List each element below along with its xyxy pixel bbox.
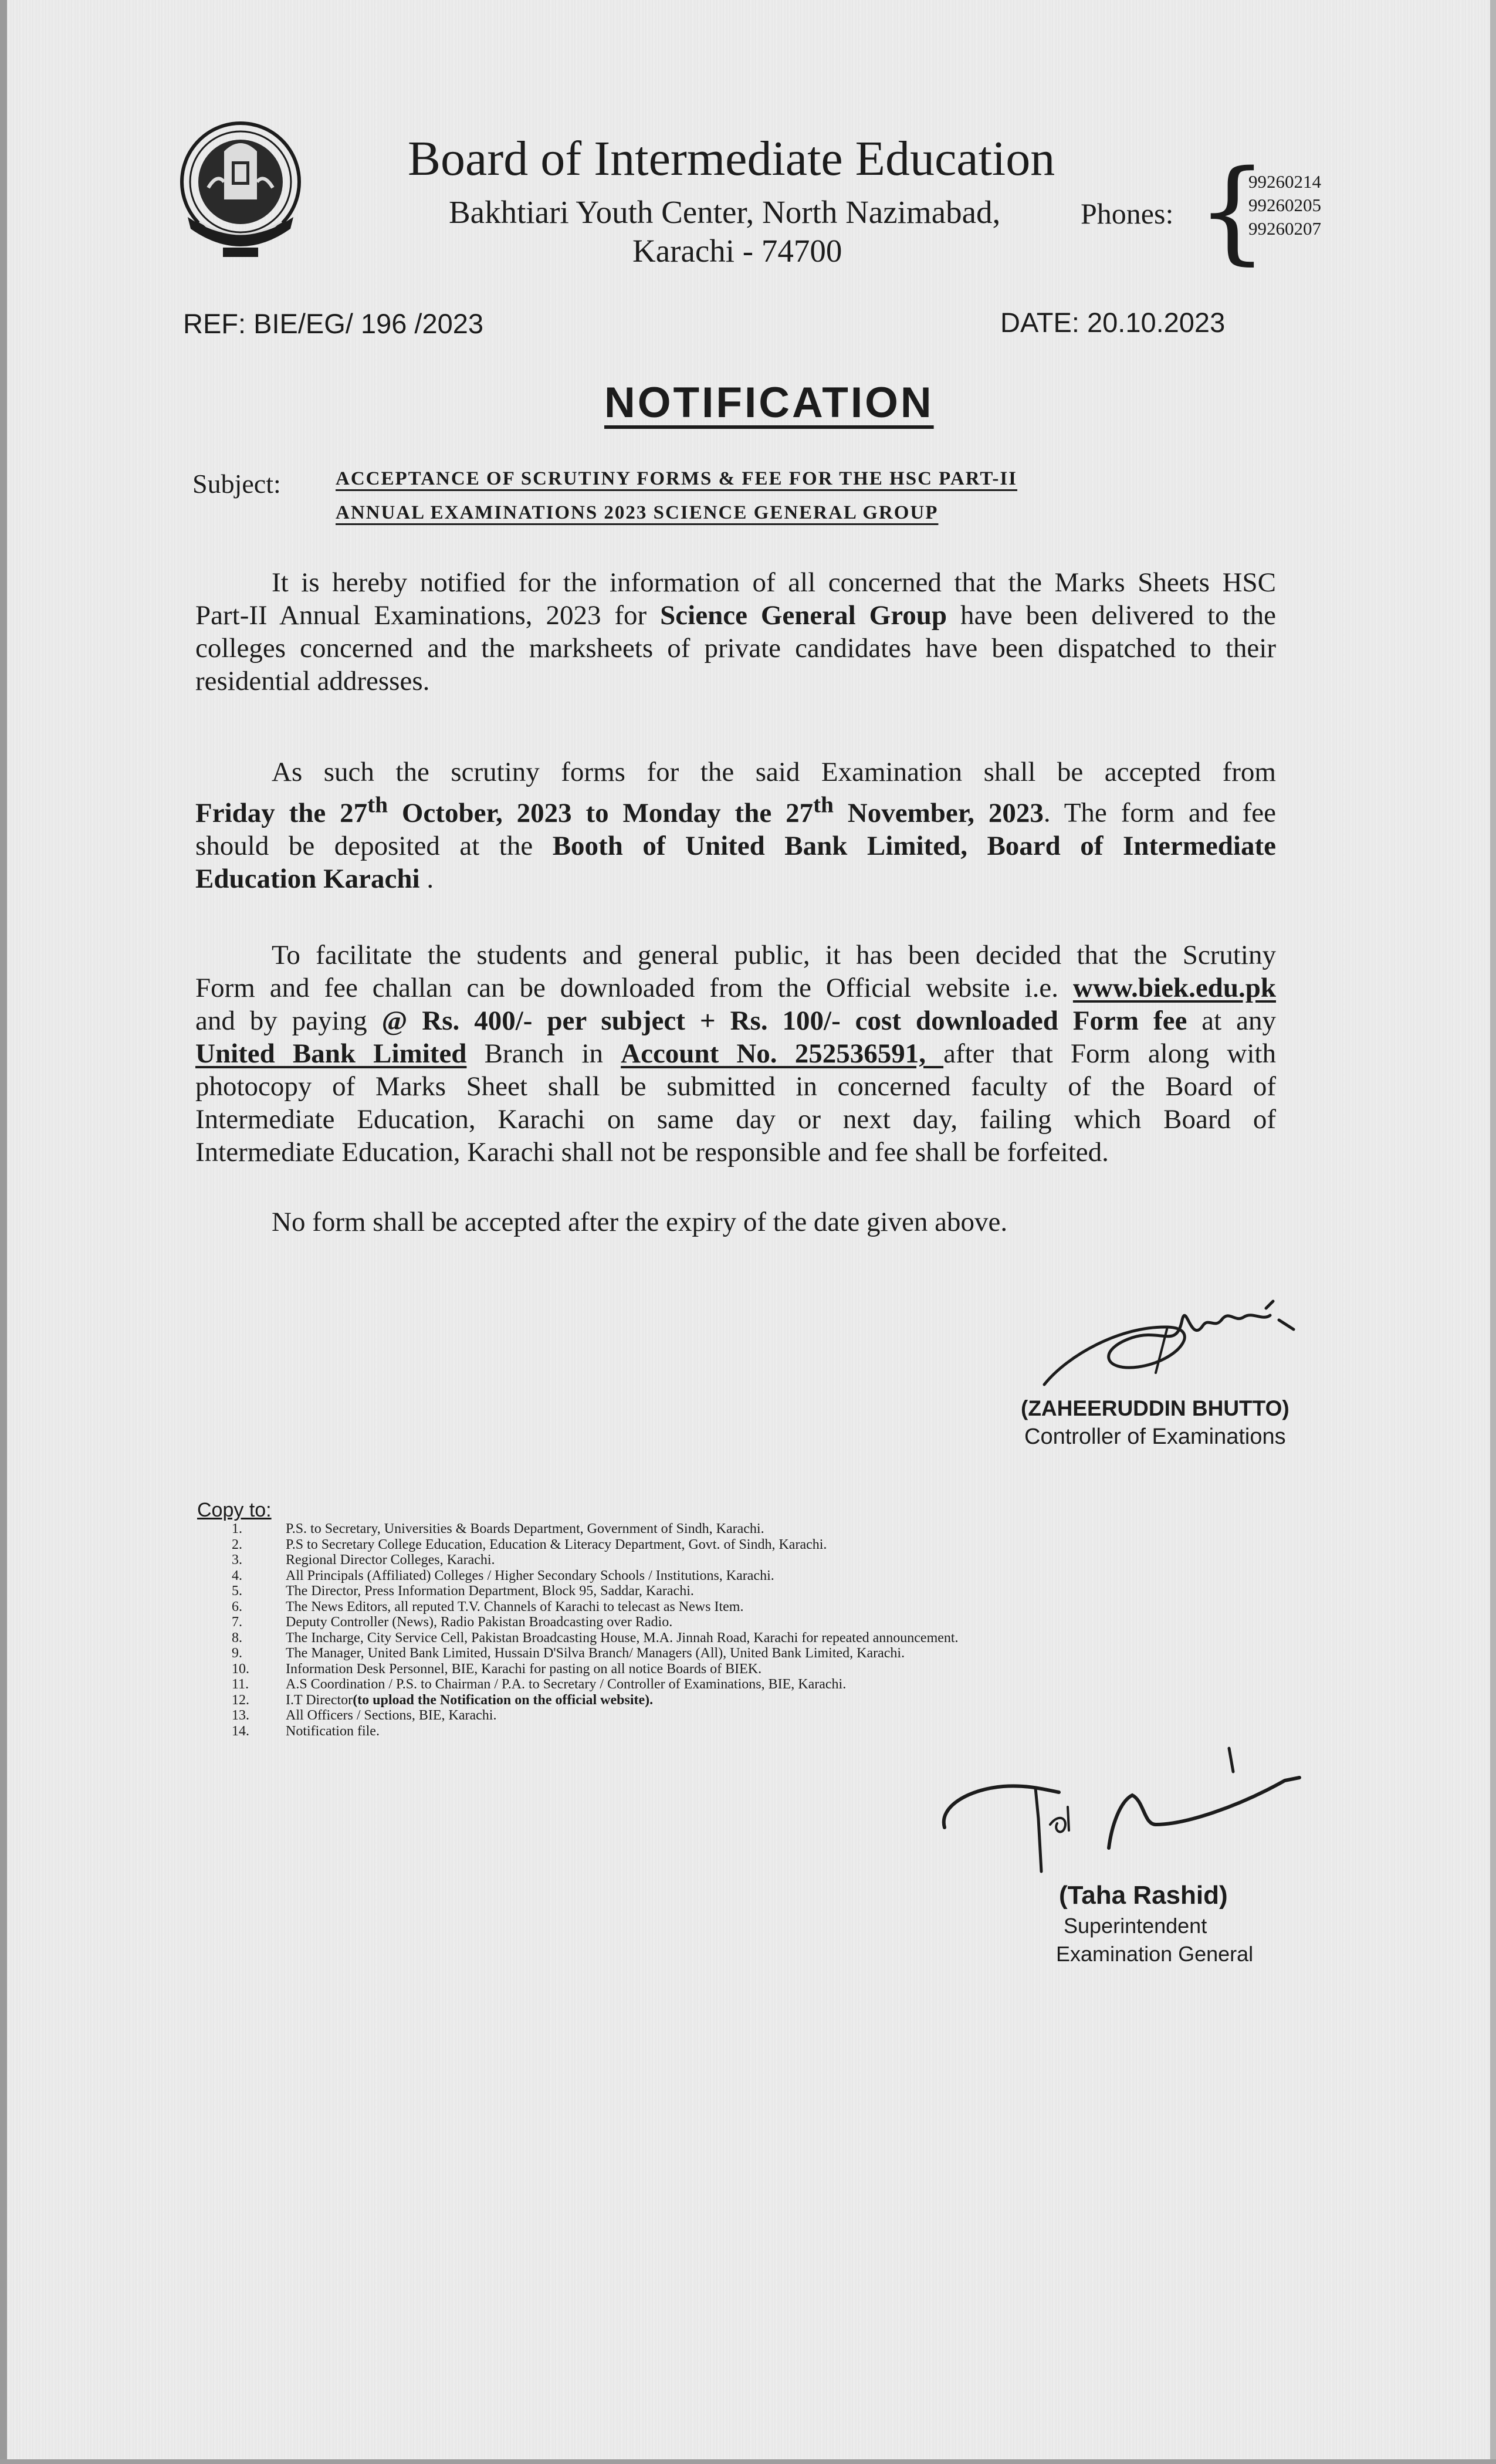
list-item: [232, 1630, 959, 1646]
list-item: [232, 1537, 959, 1553]
list-item: [232, 1583, 959, 1599]
list-item-number: 10.: [232, 1661, 249, 1677]
paragraph-2-line-2: [195, 788, 1276, 830]
list-item-number: 13.: [232, 1708, 249, 1723]
list-item: [232, 1615, 959, 1630]
list-item: [232, 1724, 959, 1739]
list-item-number: 2.: [232, 1536, 242, 1552]
copy-to-label: Copy to:: [197, 1499, 272, 1521]
paragraph-3: [195, 939, 1276, 1169]
list-item-text: I.T Director: [286, 1692, 353, 1708]
superscript: th: [813, 792, 834, 817]
copy-to-list: [232, 1521, 959, 1739]
paragraph-3-line-5: photocopy of Marks Sheet shall be submitted in concerned faculty of the Board of: [195, 1071, 1276, 1102]
list-item: [232, 1552, 959, 1568]
list-item-text: The Manager, United Bank Limited, Hussain D'Silva Branch/ Managers (All), United Bank Limited, Karachi.: [286, 1646, 905, 1661]
text-run: have been delivered to the: [947, 600, 1276, 631]
signatory-1-designation: Controller of Examinations: [1024, 1424, 1286, 1449]
list-item-text: Deputy Controller (News), Radio Pakistan Broadcasting over Radio.: [286, 1615, 673, 1630]
text-run: Form and fee challan can be downloaded from the Official website i.e.: [195, 973, 1073, 1003]
superintendent-signature-icon: [933, 1737, 1320, 1883]
list-item-number: 11.: [232, 1677, 249, 1692]
controller-signature-icon: [1033, 1285, 1314, 1396]
list-item-number: 12.: [232, 1692, 249, 1708]
brace-icon: {: [1197, 146, 1268, 276]
list-item-text: Notification file.: [286, 1723, 380, 1739]
list-item-number: 14.: [232, 1723, 249, 1739]
paragraph-3-line-1: To facilitate the students and general public, it has been decided that the Scrutiny: [272, 940, 1276, 970]
website-link[interactable]: www.biek.edu.pk: [1072, 973, 1276, 1003]
notification-title: NOTIFICATION: [604, 379, 934, 427]
list-item-text: All Principals (Affiliated) Colleges / Higher Secondary Schools / Institutions, Karachi.: [286, 1568, 774, 1583]
list-item-number: 5.: [232, 1583, 242, 1599]
paragraph-1: [195, 566, 1276, 698]
reference-number: REF: BIE/EG/ 196 /2023: [183, 308, 484, 339]
list-item: [232, 1568, 959, 1584]
paragraph-3-line-4: [195, 1037, 1276, 1070]
paragraph-2-line-1: As such the scrutiny forms for the said Examination shall be accepted from: [272, 757, 1276, 787]
list-item-number: 1.: [232, 1521, 242, 1536]
phones-label: Phones:: [1081, 197, 1174, 230]
list-item-number: 6.: [232, 1599, 242, 1615]
subject-line-1: ACCEPTANCE OF SCRUTINY FORMS & FEE FOR THE HSC PART-II: [336, 468, 1018, 489]
text-run: Part-II Annual Examinations, 2023 for: [195, 600, 661, 631]
subject-line-2: ANNUAL EXAMINATIONS 2023 SCIENCE GENERAL GROUP: [336, 502, 939, 523]
list-item: [232, 1599, 959, 1615]
list-item: [232, 1708, 959, 1724]
paragraph-4-line-1: No form shall be accepted after the expiry of the date given above.: [272, 1207, 1008, 1237]
phone-number-2: 99260205: [1248, 195, 1321, 215]
signatory-2-designation-1: Superintendent: [1064, 1914, 1207, 1938]
scrutiny-dates: [195, 792, 1044, 828]
text-run: .: [419, 863, 434, 894]
address-line-2: Karachi - 74700: [632, 233, 842, 269]
fee-details: @ Rs. 400/- per subject + Rs. 100/- cost downloaded Form fee: [381, 1006, 1187, 1036]
subject-label: Subject:: [192, 469, 281, 499]
scan-edge-left: [0, 0, 7, 2464]
text-run: after that Form along with: [943, 1038, 1276, 1069]
list-item-text: All Officers / Sections, BIE, Karachi.: [286, 1708, 497, 1723]
text-run: at any: [1187, 1006, 1276, 1036]
list-item-text: The Incharge, City Service Cell, Pakistan Broadcasting House, M.A. Jinnah Road, Karachi for repeated announcement.: [286, 1630, 959, 1646]
list-item-text: A.S Coordination / P.S. to Chairman / P.A. to Secretary / Controller of Examinations, BIE, Karachi.: [286, 1677, 847, 1692]
paragraph-2-line-4: [195, 862, 1276, 895]
list-item: [232, 1677, 959, 1693]
text-run: October, 2023 to Monday the 27: [388, 797, 814, 828]
list-item-text: Regional Director Colleges, Karachi.: [286, 1552, 495, 1568]
list-item-text: P.S to Secretary College Education, Education & Literacy Department, Govt. of Sindh, Karachi.: [286, 1536, 827, 1552]
superscript: th: [367, 792, 388, 817]
list-item-number: 4.: [232, 1568, 242, 1583]
list-item-text: P.S. to Secretary, Universities & Boards Department, Government of Sindh, Karachi.: [286, 1521, 764, 1536]
signatory-2-name: (Taha Rashid): [1059, 1881, 1228, 1910]
board-seal-logo-icon: [176, 117, 305, 264]
booth-location: Booth of United Bank Limited, Board of Intermediate: [552, 830, 1276, 861]
text-run: November, 2023: [833, 797, 1044, 828]
paragraph-2: [195, 756, 1276, 895]
organization-name: Board of Intermediate Education: [408, 131, 1055, 186]
list-item: [232, 1661, 959, 1677]
list-item-text: Information Desk Personnel, BIE, Karachi for pasting on all notice Boards of BIEK.: [286, 1661, 762, 1677]
booth-location-end: Education Karachi: [195, 863, 420, 894]
text-run: should be deposited at the: [195, 830, 553, 861]
notification-date: DATE: 20.10.2023: [1000, 307, 1226, 338]
list-item: [232, 1693, 959, 1708]
text-run: . The form and fee: [1043, 797, 1276, 828]
paragraph-1-line-3: colleges concerned and the marksheets of private candidates have been dispatched to their: [195, 633, 1276, 664]
text-run: and by paying: [195, 1006, 382, 1036]
list-item-number: 3.: [232, 1552, 242, 1568]
text-run: Friday the 27: [195, 797, 368, 828]
list-item: [232, 1646, 959, 1661]
account-number: Account No. 252536591,: [621, 1038, 944, 1069]
paragraph-4: [195, 1206, 1276, 1238]
list-item-text: The News Editors, all reputed T.V. Channels of Karachi to telecast as News Item.: [286, 1599, 744, 1615]
paragraph-1-line-2: [195, 599, 1276, 632]
phone-number-1: 99260214: [1248, 171, 1321, 192]
paragraph-3-line-6: Intermediate Education, Karachi on same day or next day, failing which Board of: [195, 1104, 1276, 1135]
list-item-number: 7.: [232, 1615, 242, 1630]
list-item-number: 8.: [232, 1630, 242, 1646]
paragraph-1-line-4: residential addresses.: [195, 666, 430, 696]
list-item-text: The Director, Press Information Department, Block 95, Saddar, Karachi.: [286, 1583, 694, 1599]
signatory-1-name: (ZAHEERUDDIN BHUTTO): [1021, 1396, 1289, 1420]
phone-number-3: 99260207: [1248, 218, 1321, 239]
scan-edge-right: [1490, 0, 1496, 2464]
paragraph-2-line-3: [195, 830, 1276, 862]
signatory-2-designation-2: Examination General: [1056, 1942, 1254, 1966]
paragraph-3-line-3: [195, 1004, 1276, 1037]
list-item: [232, 1521, 959, 1537]
bank-name: United Bank Limited: [195, 1038, 467, 1069]
scan-edge-bottom: [0, 2459, 1496, 2464]
list-item-bold-text: (to upload the Notification on the official website).: [353, 1692, 654, 1708]
paragraph-3-line-2: [195, 972, 1276, 1004]
paragraph-1-line-1: It is hereby notified for the information of all concerned that the Marks Sheets HSC: [272, 567, 1276, 598]
text-run: Branch in: [466, 1038, 621, 1069]
address-line-1: Bakhtiari Youth Center, North Nazimabad,: [449, 194, 1001, 230]
list-item-number: 9.: [232, 1646, 242, 1661]
paragraph-3-line-7: Intermediate Education, Karachi shall not be responsible and fee shall be forfeited.: [195, 1137, 1109, 1167]
science-general-group: Science General Group: [660, 600, 947, 631]
